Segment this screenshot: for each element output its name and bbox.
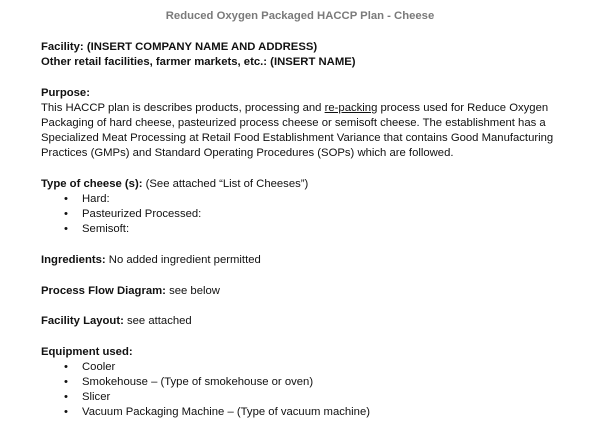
bullet-icon: •: [64, 193, 68, 205]
equipment-slicer: Slicer: [82, 391, 111, 403]
equipment-vacuum-packager: Vacuum Packaging Machine – (Type of vacuum machine): [82, 406, 371, 418]
list-item: [64, 207, 201, 222]
list-item: [64, 222, 201, 237]
equipment-heading: Equipment used:: [41, 346, 133, 358]
purpose-line-4: Practices (GMPs) and Standard Operating Procedures (SOPs) which are followed.: [41, 147, 454, 159]
document-title: Reduced Oxygen Packaged HACCP Plan - Cheese: [165, 10, 435, 22]
purpose-line-3: Specialized Meat Processing at Retail Food Establishment Variance that contains Good Manufacturing: [41, 132, 554, 144]
equipment-smokehouse: Smokehouse – (Type of smokehouse or oven): [82, 376, 314, 388]
cheese-type-label: Type of cheese (s):: [41, 178, 143, 190]
cheese-type-value: (See attached “List of Cheeses”): [142, 178, 309, 190]
facility-layout-label: Facility Layout:: [41, 315, 124, 327]
process-flow-label: Process Flow Diagram:: [41, 285, 166, 297]
purpose-line-2: Packaging of hard cheese, pasteurized process cheese or semisoft cheese. The establishment has a: [41, 117, 546, 129]
list-item: [64, 375, 370, 390]
cheese-type-pasteurized: Pasteurized Processed:: [82, 208, 202, 220]
ingredients-line: [41, 253, 261, 268]
facility-layout-line: [41, 314, 192, 329]
facility-layout-value: see attached: [123, 315, 192, 327]
purpose-line-1: [41, 101, 561, 116]
process-flow-line: [41, 284, 220, 299]
facility-line: Facility: (INSERT COMPANY NAME AND ADDRESS): [41, 41, 318, 53]
bullet-icon: •: [64, 376, 68, 388]
list-item: [64, 405, 370, 420]
cheese-type-semisoft: Semisoft:: [82, 223, 130, 235]
other-facilities-line: Other retail facilities, farmer markets, etc.: (INSERT NAME): [41, 56, 356, 68]
list-item: [64, 390, 370, 405]
bullet-icon: •: [64, 223, 68, 235]
process-flow-value: see below: [165, 285, 220, 297]
bullet-icon: •: [64, 208, 68, 220]
ingredients-label: Ingredients:: [41, 254, 106, 266]
bullet-icon: •: [64, 391, 68, 403]
bullet-icon: •: [64, 361, 68, 373]
bullet-icon: •: [64, 406, 68, 418]
cheese-type-line: [41, 177, 308, 192]
purpose-heading: Purpose:: [41, 87, 90, 99]
purpose-paragraph: [41, 101, 561, 161]
list-item: [64, 192, 201, 207]
repacking-term: re-packing: [324, 102, 378, 114]
purpose-line-1-end: process used for Reduce Oxygen: [377, 102, 549, 114]
equipment-cooler: Cooler: [82, 361, 116, 373]
cheese-type-hard: Hard:: [82, 193, 110, 205]
list-item: [64, 360, 370, 375]
cheese-type-list: [64, 192, 201, 237]
equipment-list: [64, 360, 370, 420]
purpose-line-1-start: This HACCP plan is describes products, processing and: [41, 102, 325, 114]
ingredients-value: No added ingredient permitted: [105, 254, 261, 266]
